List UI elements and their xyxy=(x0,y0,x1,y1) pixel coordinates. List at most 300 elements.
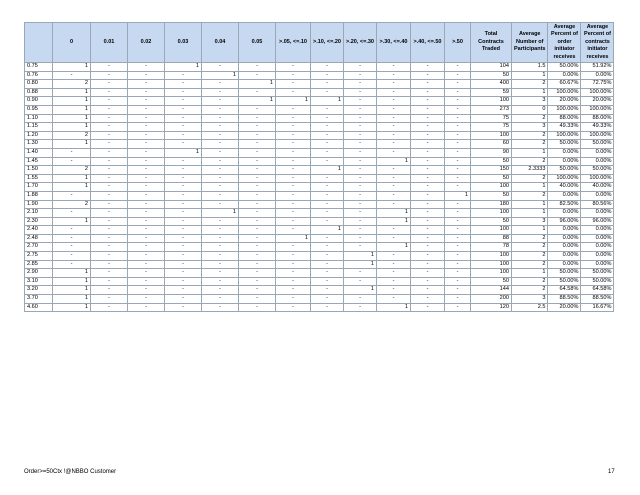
table-cell: 2 xyxy=(512,191,548,200)
table-cell: - xyxy=(276,88,311,97)
table-row xyxy=(25,157,614,166)
table-cell: - xyxy=(344,200,377,209)
table-cell: 1 xyxy=(53,114,91,123)
table-row xyxy=(25,105,614,114)
table-cell: - xyxy=(165,217,202,226)
table-cell: 2 xyxy=(512,286,548,295)
table-cell: 2 xyxy=(512,243,548,252)
table-cell: - xyxy=(202,252,239,261)
table-cell: - xyxy=(53,148,91,157)
table-cell: - xyxy=(202,295,239,304)
column-header: >.10, <=.20 xyxy=(311,23,344,63)
table-row xyxy=(25,166,614,175)
table-cell: 0.00% xyxy=(548,260,581,269)
table-cell: - xyxy=(128,217,165,226)
table-cell: - xyxy=(411,105,445,114)
table-cell: - xyxy=(91,295,128,304)
table-cell: - xyxy=(411,174,445,183)
table-cell: 64.58% xyxy=(581,286,614,295)
table-cell: - xyxy=(91,243,128,252)
table-cell: 1 xyxy=(53,105,91,114)
table-cell: - xyxy=(377,295,411,304)
table-cell: - xyxy=(445,166,471,175)
table-cell: 20.00% xyxy=(548,97,581,106)
table-cell: - xyxy=(91,286,128,295)
table-cell: - xyxy=(311,286,344,295)
table-cell: - xyxy=(445,217,471,226)
table-cell: - xyxy=(411,183,445,192)
table-cell: - xyxy=(239,269,276,278)
table-cell: - xyxy=(276,140,311,149)
table-cell: - xyxy=(165,252,202,261)
table-cell: - xyxy=(311,105,344,114)
table-cell: - xyxy=(91,131,128,140)
table-cell: - xyxy=(344,97,377,106)
table-cell: 1 xyxy=(512,183,548,192)
table-cell: - xyxy=(445,131,471,140)
table-cell: - xyxy=(239,63,276,72)
table-cell: - xyxy=(128,191,165,200)
table-cell: - xyxy=(165,140,202,149)
table-cell: 2 xyxy=(512,157,548,166)
table-cell: - xyxy=(202,123,239,132)
table-cell: - xyxy=(91,166,128,175)
table-cell: - xyxy=(239,140,276,149)
table-cell: 1 xyxy=(377,217,411,226)
table-cell: - xyxy=(377,88,411,97)
table-cell: - xyxy=(445,114,471,123)
table-cell: 88.00% xyxy=(581,114,614,123)
table-cell: - xyxy=(276,252,311,261)
table-cell: - xyxy=(276,166,311,175)
row-label-cell: 2.30 xyxy=(25,217,53,226)
table-cell: - xyxy=(445,252,471,261)
table-cell: 1 xyxy=(512,88,548,97)
table-cell: - xyxy=(411,277,445,286)
data-table xyxy=(24,22,614,312)
table-cell: - xyxy=(239,114,276,123)
table-cell: - xyxy=(165,200,202,209)
table-cell: - xyxy=(276,269,311,278)
table-cell: - xyxy=(239,123,276,132)
table-cell: 49.33% xyxy=(548,123,581,132)
table-row xyxy=(25,243,614,252)
table-row xyxy=(25,226,614,235)
table-cell: 100.00% xyxy=(581,174,614,183)
table-cell: 2 xyxy=(512,174,548,183)
table-cell: 2.3333 xyxy=(512,166,548,175)
table-cell: - xyxy=(377,140,411,149)
table-cell: 100 xyxy=(471,131,512,140)
table-cell: 50.00% xyxy=(581,269,614,278)
table-cell: 1 xyxy=(53,123,91,132)
table-cell: - xyxy=(165,166,202,175)
table-cell: - xyxy=(239,295,276,304)
column-header: >.05, <=.10 xyxy=(276,23,311,63)
table-cell: - xyxy=(377,260,411,269)
table-cell: - xyxy=(411,269,445,278)
table-cell: - xyxy=(53,157,91,166)
table-cell: - xyxy=(377,269,411,278)
table-cell: - xyxy=(165,277,202,286)
table-cell: - xyxy=(165,105,202,114)
table-cell: 64.58% xyxy=(548,286,581,295)
table-cell: - xyxy=(276,105,311,114)
table-cell: - xyxy=(91,234,128,243)
table-cell: 2 xyxy=(512,114,548,123)
table-cell: - xyxy=(311,252,344,261)
table-cell: 100.00% xyxy=(581,131,614,140)
table-cell: - xyxy=(165,209,202,218)
table-cell: 100.00% xyxy=(548,131,581,140)
table-cell: - xyxy=(165,260,202,269)
table-cell: - xyxy=(411,97,445,106)
table-cell: - xyxy=(276,131,311,140)
table-cell: 59 xyxy=(471,88,512,97)
column-header: >.30, <=.40 xyxy=(377,23,411,63)
table-cell: 0.00% xyxy=(548,234,581,243)
table-cell: - xyxy=(202,243,239,252)
table-cell: 50.00% xyxy=(581,277,614,286)
table-cell: - xyxy=(91,157,128,166)
table-cell: - xyxy=(128,260,165,269)
table-cell: - xyxy=(276,295,311,304)
column-header: 0.05 xyxy=(239,23,276,63)
table-cell: - xyxy=(344,277,377,286)
table-cell: 0.00% xyxy=(548,191,581,200)
table-cell: 0.00% xyxy=(548,252,581,261)
table-cell: - xyxy=(202,148,239,157)
table-cell: 400 xyxy=(471,80,512,89)
table-cell: - xyxy=(53,71,91,80)
table-cell: - xyxy=(128,174,165,183)
table-cell: 2 xyxy=(53,200,91,209)
table-cell: - xyxy=(91,183,128,192)
table-cell: 0.00% xyxy=(548,157,581,166)
table-cell: - xyxy=(165,303,202,312)
table-cell: - xyxy=(202,217,239,226)
table-cell: - xyxy=(202,114,239,123)
table-cell: - xyxy=(411,114,445,123)
table-cell: - xyxy=(128,277,165,286)
table-cell: - xyxy=(239,131,276,140)
table-cell: - xyxy=(276,303,311,312)
table-cell: - xyxy=(377,131,411,140)
table-cell: 1 xyxy=(276,97,311,106)
table-cell: - xyxy=(276,200,311,209)
table-cell: - xyxy=(239,105,276,114)
table-cell: - xyxy=(165,174,202,183)
table-row xyxy=(25,303,614,312)
table-cell: - xyxy=(344,209,377,218)
page-number: 17 xyxy=(608,469,615,475)
table-cell: 1 xyxy=(53,286,91,295)
table-cell: - xyxy=(311,217,344,226)
table-cell: 1 xyxy=(445,191,471,200)
table-cell: - xyxy=(239,226,276,235)
row-label-cell: 1.70 xyxy=(25,183,53,192)
table-cell: 1 xyxy=(53,88,91,97)
table-cell: - xyxy=(128,80,165,89)
row-label-cell: 1.88 xyxy=(25,191,53,200)
table-cell: - xyxy=(165,286,202,295)
table-cell: - xyxy=(311,243,344,252)
table-row xyxy=(25,97,614,106)
table-cell: - xyxy=(311,174,344,183)
column-header xyxy=(25,23,53,63)
table-cell: - xyxy=(276,157,311,166)
table-cell: - xyxy=(311,234,344,243)
table-cell: - xyxy=(202,88,239,97)
table-cell: - xyxy=(165,295,202,304)
table-cell: - xyxy=(239,157,276,166)
table-cell: - xyxy=(377,252,411,261)
table-cell: 1 xyxy=(202,209,239,218)
table-cell: 20.00% xyxy=(548,303,581,312)
column-header: >.50 xyxy=(445,23,471,63)
column-header: Average Percent of order initiator receives xyxy=(548,23,581,63)
table-cell: - xyxy=(411,131,445,140)
table-row xyxy=(25,295,614,304)
table-cell: - xyxy=(239,200,276,209)
table-cell: 75 xyxy=(471,123,512,132)
table-cell: - xyxy=(276,243,311,252)
table-cell: - xyxy=(445,80,471,89)
table-cell: - xyxy=(128,71,165,80)
column-header: >.40, <=.50 xyxy=(411,23,445,63)
table-cell: - xyxy=(276,114,311,123)
table-cell: - xyxy=(165,97,202,106)
column-header: Total Contracts Traded xyxy=(471,23,512,63)
table-cell: - xyxy=(445,269,471,278)
column-header: 0 xyxy=(53,23,91,63)
table-cell: - xyxy=(276,286,311,295)
table-cell: - xyxy=(445,209,471,218)
table-cell: - xyxy=(202,286,239,295)
table-row xyxy=(25,80,614,89)
table-cell: - xyxy=(311,131,344,140)
row-label-cell: 2.75 xyxy=(25,252,53,261)
table-cell: - xyxy=(344,166,377,175)
table-cell: 1 xyxy=(53,295,91,304)
table-cell: - xyxy=(202,260,239,269)
table-cell: - xyxy=(91,303,128,312)
table-cell: 50.00% xyxy=(548,166,581,175)
table-cell: 0.00% xyxy=(581,157,614,166)
table-cell: - xyxy=(377,71,411,80)
table-cell: - xyxy=(276,260,311,269)
table-cell: - xyxy=(276,174,311,183)
table-cell: - xyxy=(276,226,311,235)
row-label-cell: 3.70 xyxy=(25,295,53,304)
table-cell: - xyxy=(411,209,445,218)
table-cell: 0.00% xyxy=(548,148,581,157)
table-cell: - xyxy=(344,63,377,72)
row-label-cell: 1.40 xyxy=(25,148,53,157)
table-cell: - xyxy=(239,166,276,175)
table-cell: - xyxy=(239,191,276,200)
table-header xyxy=(25,23,614,63)
table-cell: - xyxy=(445,88,471,97)
column-header: >.20, <=.30 xyxy=(344,23,377,63)
table-row xyxy=(25,234,614,243)
table-cell: 51.92% xyxy=(581,63,614,72)
table-cell: - xyxy=(344,88,377,97)
table-cell: 3 xyxy=(512,97,548,106)
table-cell: 1 xyxy=(512,148,548,157)
table-cell: - xyxy=(239,148,276,157)
row-label-cell: 1.55 xyxy=(25,174,53,183)
table-cell: 2 xyxy=(53,166,91,175)
table-cell: 1 xyxy=(53,269,91,278)
table-cell: - xyxy=(128,148,165,157)
table-cell: 1 xyxy=(53,183,91,192)
table-cell: 96.00% xyxy=(548,217,581,226)
row-label-cell: 1.45 xyxy=(25,157,53,166)
table-cell: - xyxy=(91,277,128,286)
table-cell: - xyxy=(91,105,128,114)
table-cell: - xyxy=(165,226,202,235)
table-cell: - xyxy=(239,71,276,80)
table-cell: 0 xyxy=(512,105,548,114)
table-cell: - xyxy=(91,226,128,235)
table-cell: - xyxy=(311,260,344,269)
table-cell: 3 xyxy=(512,123,548,132)
table-cell: - xyxy=(411,80,445,89)
table-cell: - xyxy=(128,166,165,175)
table-cell: 0.00% xyxy=(548,71,581,80)
table-cell: 50 xyxy=(471,277,512,286)
row-label-cell: 1.15 xyxy=(25,123,53,132)
table-cell: - xyxy=(202,303,239,312)
column-header: 0.02 xyxy=(128,23,165,63)
table-cell: - xyxy=(202,174,239,183)
table-row xyxy=(25,63,614,72)
table-cell: 1 xyxy=(377,209,411,218)
table-cell: 50.00% xyxy=(548,269,581,278)
row-label-cell: 2.70 xyxy=(25,243,53,252)
table-cell: - xyxy=(128,200,165,209)
table-cell: - xyxy=(202,191,239,200)
table-cell: - xyxy=(445,234,471,243)
table-cell: - xyxy=(202,105,239,114)
table-cell: - xyxy=(311,157,344,166)
table-cell: 1 xyxy=(377,157,411,166)
table-cell: - xyxy=(411,123,445,132)
column-header: Average Number of Participants xyxy=(512,23,548,63)
table-cell: 88.50% xyxy=(581,295,614,304)
table-cell: - xyxy=(377,148,411,157)
table-cell: 2 xyxy=(53,80,91,89)
table-cell: - xyxy=(411,286,445,295)
table-cell: - xyxy=(128,63,165,72)
table-cell: - xyxy=(445,286,471,295)
table-cell: 88.00% xyxy=(548,114,581,123)
table-cell: 1 xyxy=(165,148,202,157)
table-cell: - xyxy=(202,97,239,106)
table-cell: 1 xyxy=(53,174,91,183)
table-cell: - xyxy=(377,105,411,114)
row-label-cell: 1.90 xyxy=(25,200,53,209)
table-cell: - xyxy=(445,295,471,304)
table-cell: - xyxy=(202,234,239,243)
table-cell: 100 xyxy=(471,226,512,235)
table-cell: 0.00% xyxy=(548,243,581,252)
table-row xyxy=(25,269,614,278)
table-cell: - xyxy=(239,209,276,218)
table-cell: 1 xyxy=(239,97,276,106)
table-cell: - xyxy=(276,217,311,226)
table-cell: - xyxy=(411,234,445,243)
table-cell: 78 xyxy=(471,243,512,252)
table-row xyxy=(25,114,614,123)
table-cell: 1 xyxy=(512,71,548,80)
table-cell: - xyxy=(53,234,91,243)
table-cell: - xyxy=(344,123,377,132)
table-cell: - xyxy=(91,260,128,269)
table-cell: - xyxy=(377,174,411,183)
table-cell: - xyxy=(202,80,239,89)
table-cell: - xyxy=(411,295,445,304)
table-cell: - xyxy=(128,252,165,261)
table-cell: - xyxy=(53,209,91,218)
table-cell: - xyxy=(91,269,128,278)
table-cell: - xyxy=(445,277,471,286)
table-cell: - xyxy=(202,131,239,140)
table-cell: - xyxy=(276,277,311,286)
table-cell: 40.00% xyxy=(581,183,614,192)
table-cell: 2 xyxy=(512,277,548,286)
table-cell: 2 xyxy=(512,80,548,89)
table-cell: 50 xyxy=(471,157,512,166)
table-cell: - xyxy=(165,131,202,140)
table-cell: - xyxy=(128,157,165,166)
table-cell: 1 xyxy=(512,209,548,218)
table-row xyxy=(25,71,614,80)
table-cell: 1 xyxy=(276,234,311,243)
table-cell: 50.00% xyxy=(548,63,581,72)
table-cell: - xyxy=(377,114,411,123)
table-cell: 50 xyxy=(471,174,512,183)
row-label-cell: 2.40 xyxy=(25,226,53,235)
table-cell: - xyxy=(344,131,377,140)
table-cell: 1.5 xyxy=(512,63,548,72)
table-cell: 100 xyxy=(471,252,512,261)
table-cell: - xyxy=(411,140,445,149)
table-cell: - xyxy=(165,88,202,97)
table-cell: - xyxy=(53,260,91,269)
table-cell: - xyxy=(202,166,239,175)
table-cell: - xyxy=(128,114,165,123)
table-cell: - xyxy=(377,286,411,295)
table-row xyxy=(25,88,614,97)
table-cell: - xyxy=(91,252,128,261)
row-label-cell: 2.90 xyxy=(25,269,53,278)
table-cell: - xyxy=(276,71,311,80)
row-label-cell: 0.75 xyxy=(25,63,53,72)
table-cell: - xyxy=(202,63,239,72)
table-cell: - xyxy=(239,252,276,261)
table-cell: 49.33% xyxy=(581,123,614,132)
table-cell: 1 xyxy=(202,71,239,80)
table-cell: - xyxy=(53,243,91,252)
table-row xyxy=(25,131,614,140)
table-cell: - xyxy=(165,191,202,200)
row-label-cell: 0.76 xyxy=(25,71,53,80)
table-row xyxy=(25,140,614,149)
table-cell: - xyxy=(445,226,471,235)
table-cell: - xyxy=(344,303,377,312)
